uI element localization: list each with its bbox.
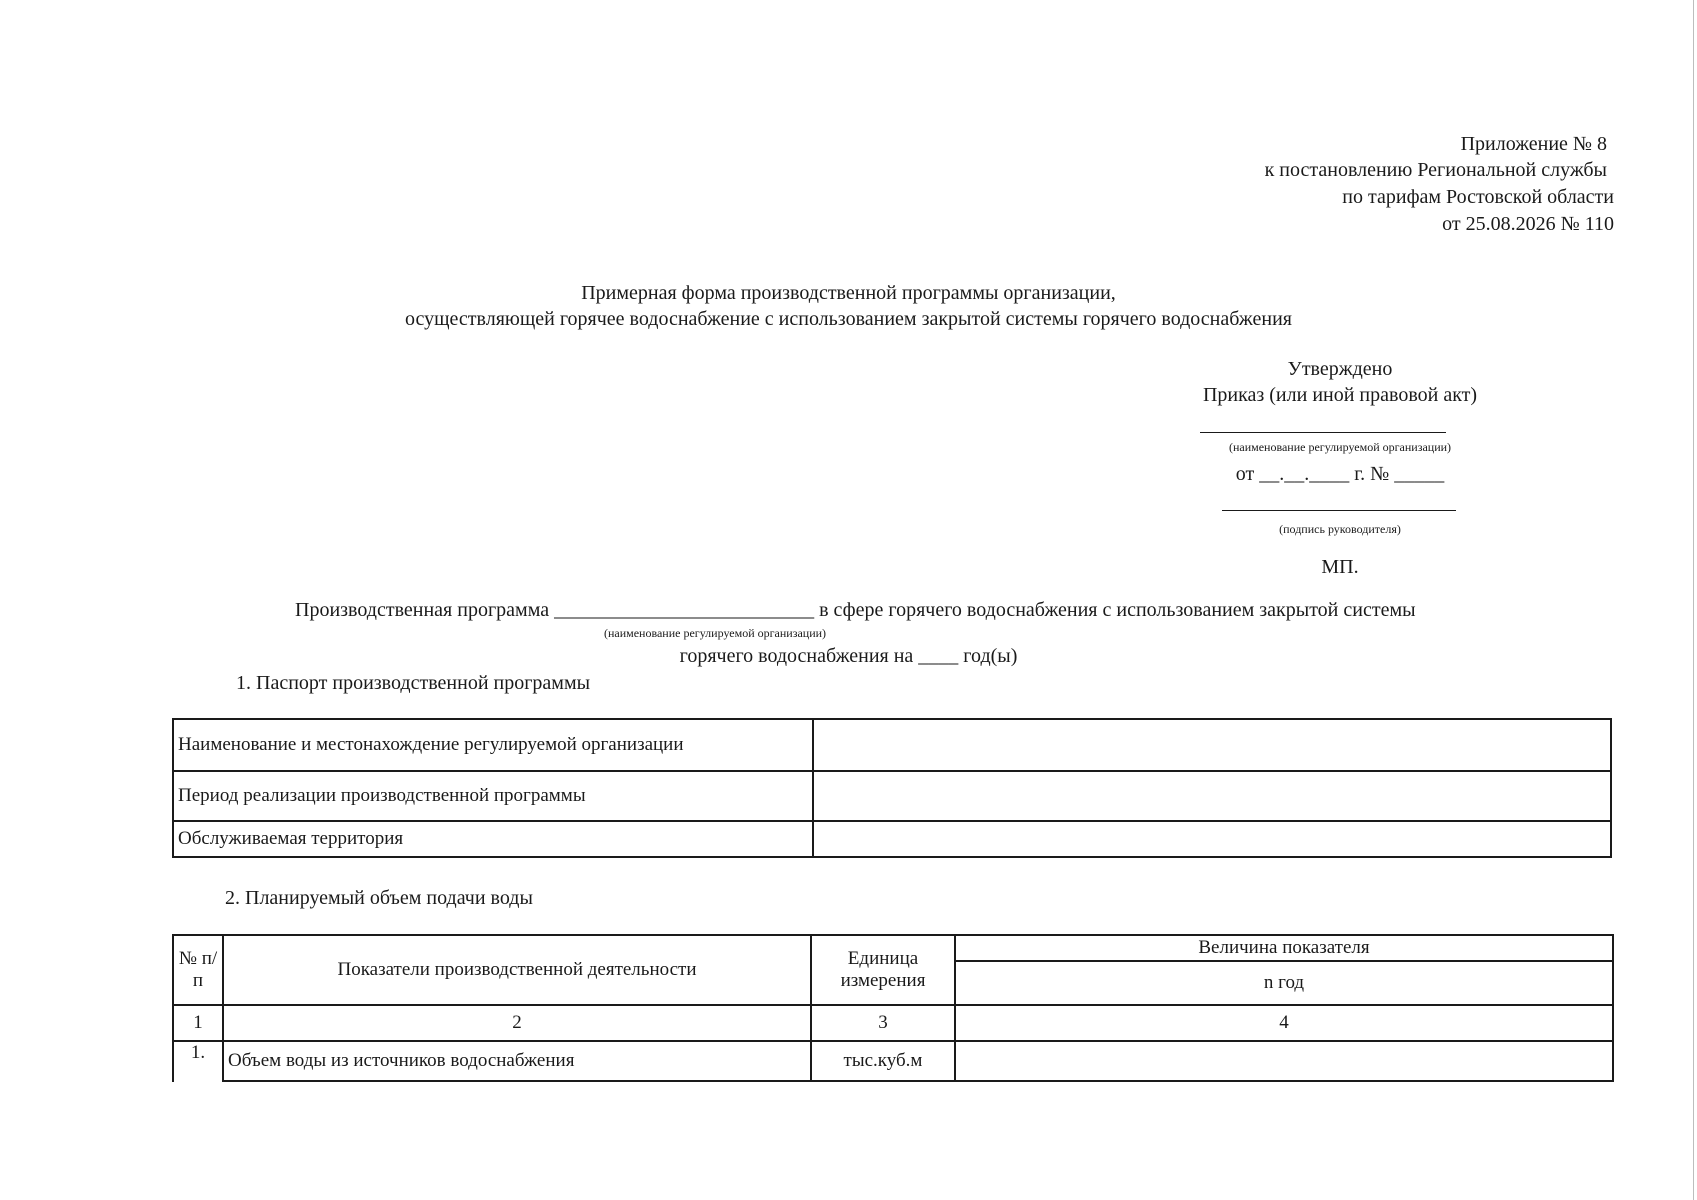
program-line-2: горячего водоснабжения на ____ год(ы) (679, 645, 1018, 667)
table-row (173, 821, 1611, 857)
passport-label-period: Период реализации производственной программы (173, 771, 813, 821)
section-1-heading: 1. Паспорт производственной программы (236, 672, 591, 694)
appendix-authority-line: по тарифам Ростовской области (1342, 186, 1614, 208)
header-indicator: Показатели производственной деятельности (223, 935, 811, 1005)
column-number: 4 (955, 1005, 1613, 1041)
water-volume-table (172, 934, 1614, 1082)
column-number-row (173, 1005, 1613, 1041)
form-title-line-2: осуществляющей горячее водоснабжение с использованием закрытой системы горячего водоснабжения (405, 308, 1292, 330)
stamp-label: МП. (1321, 556, 1359, 578)
column-number: 2 (223, 1005, 811, 1041)
header-number: № п/п (173, 935, 223, 1005)
row-unit: тыс.куб.м (811, 1041, 955, 1081)
row-number: 1. (173, 1041, 223, 1081)
passport-label-territory: Обслуживаемая территория (173, 821, 813, 857)
header-unit: Единица измерения (811, 935, 955, 1005)
page-edge (1693, 0, 1694, 1200)
passport-table (172, 718, 1612, 858)
program-org-caption: (наименование регулируемой организации) (603, 626, 827, 640)
passport-value-period[interactable] (813, 771, 1611, 821)
program-prefix: Производственная программа (295, 599, 550, 621)
appendix-number: Приложение № 8 (1460, 133, 1607, 155)
table-header-row (173, 935, 1613, 961)
passport-value-org[interactable] (813, 719, 1611, 771)
header-value-group: Величина показателя (955, 935, 1613, 961)
column-number: 3 (811, 1005, 955, 1041)
approval-date-line: от __.__.____ г. № _____ (1235, 463, 1445, 485)
appendix-date-line: от 25.08.2026 № 110 (1442, 213, 1614, 235)
appendix-decree-line: к постановлению Региональной службы (1264, 159, 1607, 181)
program-line (295, 598, 1416, 622)
approved-label: Утверждено (1287, 358, 1393, 380)
column-number: 1 (173, 1005, 223, 1041)
program-suffix: в сфере горячего водоснабжения с использованием закрытой системы (819, 599, 1416, 621)
row-indicator: Объем воды из источников водоснабжения (223, 1041, 811, 1081)
table-row (173, 1041, 1613, 1081)
row-value[interactable] (955, 1041, 1613, 1081)
org-name-caption: (наименование регулируемой организации) (1228, 440, 1452, 454)
table-row (173, 771, 1611, 821)
org-name-line (1200, 432, 1446, 433)
section-2-heading: 2. Планируемый объем подачи воды (225, 887, 533, 909)
approval-order-label: Приказ (или иной правовой акт) (1202, 384, 1478, 406)
form-title-line-1: Примерная форма производственной программы организации, (581, 282, 1116, 304)
table-row (173, 719, 1611, 771)
passport-value-territory[interactable] (813, 821, 1611, 857)
program-org-blank: __________________________ (554, 599, 815, 621)
signature-caption: (подпись руководителя) (1279, 522, 1401, 536)
signature-line (1222, 510, 1456, 511)
passport-label-org: Наименование и местонахождение регулируемой организации (173, 719, 813, 771)
header-year: n год (955, 961, 1613, 1005)
